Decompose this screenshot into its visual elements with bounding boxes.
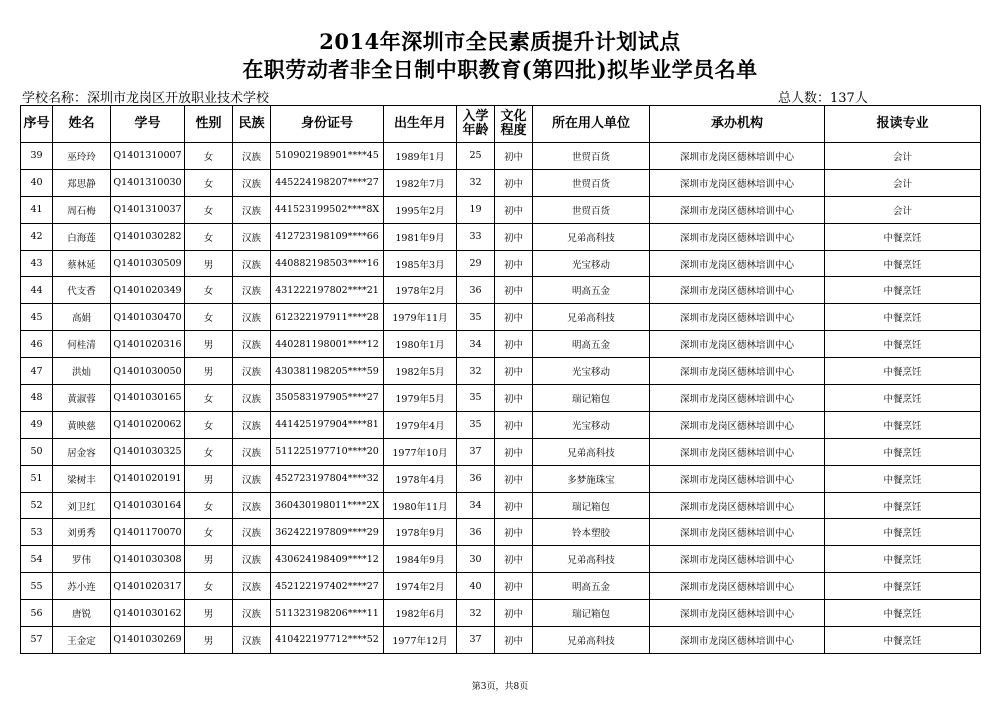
table-cell: Q1401030509 (111, 250, 185, 277)
table-cell: Q1401030162 (111, 600, 185, 627)
table-cell: 452723197804****32 (271, 465, 384, 492)
table-cell: 350583197905****27 (271, 385, 384, 412)
table-cell: 1978年9月 (384, 519, 457, 546)
table-cell: Q1401310030 (111, 169, 185, 196)
table-cell: 深圳市龙岗区德林培训中心 (650, 304, 825, 331)
table-cell: 黄映慈 (53, 411, 111, 438)
table-cell: 蔡林延 (53, 250, 111, 277)
total-count: 总人数：137人 (778, 91, 868, 106)
table-cell: 41 (21, 196, 53, 223)
table-cell: 430624198409****12 (271, 546, 384, 573)
table-cell: 兄弟高科技 (533, 438, 650, 465)
table-cell: 52 (21, 492, 53, 519)
table-cell: 初中 (495, 169, 533, 196)
table-cell: 53 (21, 519, 53, 546)
table-row (21, 277, 981, 304)
table-cell: 汉族 (233, 573, 271, 600)
table-cell: 光宝移动 (533, 250, 650, 277)
table-cell: 男 (185, 600, 233, 627)
document-title-line2: 在职劳动者非全日制中职教育(第四批)拟毕业学员名单 (242, 57, 758, 82)
table-cell: 1974年2月 (384, 573, 457, 600)
table-row (21, 465, 981, 492)
table-cell: 女 (185, 223, 233, 250)
table-cell: 初中 (495, 519, 533, 546)
table-cell: 510902198901****45 (271, 143, 384, 170)
table-cell: 汉族 (233, 385, 271, 412)
table-cell: 女 (185, 438, 233, 465)
table-cell: 30 (457, 546, 495, 573)
table-cell: 周石梅 (53, 196, 111, 223)
table-cell: 中餐烹饪 (825, 250, 981, 277)
table-cell: 57 (21, 627, 53, 654)
table-cell: 会计 (825, 143, 981, 170)
table-cell: 441523199502****8X (271, 196, 384, 223)
table-cell: 汉族 (233, 143, 271, 170)
table-cell: 511323198206****11 (271, 600, 384, 627)
table-cell: 452122197402****27 (271, 573, 384, 600)
table-cell: Q1401170070 (111, 519, 185, 546)
table-cell: 412723198109****66 (271, 223, 384, 250)
table-cell: 32 (457, 358, 495, 385)
table-cell: 中餐烹饪 (825, 223, 981, 250)
table-cell: 明高五金 (533, 573, 650, 600)
table-cell: 汉族 (233, 331, 271, 358)
table-cell: 1978年4月 (384, 465, 457, 492)
table-cell: 女 (185, 385, 233, 412)
table-cell: 39 (21, 143, 53, 170)
table-cell: 男 (185, 465, 233, 492)
table-row (21, 411, 981, 438)
table-cell: 初中 (495, 196, 533, 223)
table-cell: 32 (457, 600, 495, 627)
table-cell: 445224198207****27 (271, 169, 384, 196)
table-cell: 高娟 (53, 304, 111, 331)
table-cell: 汉族 (233, 304, 271, 331)
table-cell: 王金定 (53, 627, 111, 654)
table-cell: 罗伟 (53, 546, 111, 573)
table-cell: 37 (457, 627, 495, 654)
table-cell: 1979年4月 (384, 411, 457, 438)
header-cell: 承办机构 (650, 106, 825, 143)
header-cell: 出生年月 (384, 106, 457, 143)
table-cell: 1982年5月 (384, 358, 457, 385)
table-cell: 瑞记箱包 (533, 600, 650, 627)
table-cell: 36 (457, 277, 495, 304)
table-header-row (21, 106, 981, 143)
table-cell: 55 (21, 573, 53, 600)
table-cell: 瑞记箱包 (533, 385, 650, 412)
table-cell: 深圳市龙岗区德林培训中心 (650, 196, 825, 223)
table-cell: 深圳市龙岗区德林培训中心 (650, 331, 825, 358)
header-cell: 报读专业 (825, 106, 981, 143)
table-row (21, 196, 981, 223)
table-cell: 刘勇秀 (53, 519, 111, 546)
table-cell: 代支香 (53, 277, 111, 304)
table-row (21, 358, 981, 385)
table-cell: Q1401030164 (111, 492, 185, 519)
table-cell: 1980年11月 (384, 492, 457, 519)
table-cell: 50 (21, 438, 53, 465)
table-cell: 巫玲玲 (53, 143, 111, 170)
table-cell: 世贸百货 (533, 169, 650, 196)
table-cell: 黄淑蓉 (53, 385, 111, 412)
table-row (21, 143, 981, 170)
table-row (21, 519, 981, 546)
table-cell: 深圳市龙岗区德林培训中心 (650, 358, 825, 385)
table-cell: 汉族 (233, 438, 271, 465)
table-cell: Q1401030165 (111, 385, 185, 412)
table-cell: 441425197904****81 (271, 411, 384, 438)
table-cell: 中餐烹饪 (825, 546, 981, 573)
table-cell: 深圳市龙岗区德林培训中心 (650, 627, 825, 654)
header-cell: 民族 (233, 106, 271, 143)
table-cell: Q1401030269 (111, 627, 185, 654)
table-cell: 中餐烹饪 (825, 385, 981, 412)
table-cell: 54 (21, 546, 53, 573)
table-cell: Q1401020349 (111, 277, 185, 304)
table-cell: 1979年5月 (384, 385, 457, 412)
table-row (21, 438, 981, 465)
table-cell: 中餐烹饪 (825, 331, 981, 358)
table-cell: 深圳市龙岗区德林培训中心 (650, 250, 825, 277)
header-cell: 所在用人单位 (533, 106, 650, 143)
school-name: 学校名称：深圳市龙岗区开放职业技术学校 (22, 91, 270, 106)
table-row (21, 169, 981, 196)
header-cell: 入学年龄 (457, 106, 495, 143)
table-cell: 中餐烹饪 (825, 600, 981, 627)
table-cell: 世贸百货 (533, 143, 650, 170)
document-title-line1: 2014年深圳市全民素质提升计划试点 (319, 29, 681, 54)
table-cell: Q1401020191 (111, 465, 185, 492)
table-cell: 汉族 (233, 169, 271, 196)
table-cell: Q1401030282 (111, 223, 185, 250)
table-cell: 兄弟高科技 (533, 627, 650, 654)
table-cell: 中餐烹饪 (825, 465, 981, 492)
table-cell: 汉族 (233, 546, 271, 573)
table-cell: 兄弟高科技 (533, 304, 650, 331)
table-cell: Q1401310037 (111, 196, 185, 223)
table-cell: 中餐烹饪 (825, 358, 981, 385)
table-cell: 居金容 (53, 438, 111, 465)
table-cell: 32 (457, 169, 495, 196)
table-cell: 深圳市龙岗区德林培训中心 (650, 223, 825, 250)
table-cell: 兄弟高科技 (533, 546, 650, 573)
table-row (21, 546, 981, 573)
table-cell: 女 (185, 196, 233, 223)
table-cell: 会计 (825, 196, 981, 223)
table-cell: Q1401020317 (111, 573, 185, 600)
table-cell: 43 (21, 250, 53, 277)
table-row (21, 223, 981, 250)
header-cell: 姓名 (53, 106, 111, 143)
table-cell: 初中 (495, 250, 533, 277)
table-cell: 会计 (825, 169, 981, 196)
table-cell: 34 (457, 331, 495, 358)
table-cell: 男 (185, 546, 233, 573)
table-cell: 深圳市龙岗区德林培训中心 (650, 519, 825, 546)
table-cell: 女 (185, 519, 233, 546)
table-cell: 汉族 (233, 358, 271, 385)
table-cell: 汉族 (233, 465, 271, 492)
table-cell: 汉族 (233, 250, 271, 277)
table-cell: 女 (185, 411, 233, 438)
page-footer: 第3页，共8页 (471, 682, 529, 692)
table-row (21, 304, 981, 331)
table-cell: 刘卫红 (53, 492, 111, 519)
table-cell: 1977年12月 (384, 627, 457, 654)
table-cell: 1977年10月 (384, 438, 457, 465)
table-cell: 汉族 (233, 277, 271, 304)
table-cell: 初中 (495, 492, 533, 519)
table-cell: 男 (185, 358, 233, 385)
table-cell: 白海莲 (53, 223, 111, 250)
table-cell: 光宝移动 (533, 358, 650, 385)
table-cell: Q1401030470 (111, 304, 185, 331)
table-cell: 56 (21, 600, 53, 627)
table-row (21, 250, 981, 277)
table-cell: 431222197802****21 (271, 277, 384, 304)
table-cell: 中餐烹饪 (825, 438, 981, 465)
table-cell: 男 (185, 627, 233, 654)
table-cell: 光宝移动 (533, 411, 650, 438)
table-cell: 47 (21, 358, 53, 385)
table-cell: Q1401030050 (111, 358, 185, 385)
table-cell: 深圳市龙岗区德林培训中心 (650, 411, 825, 438)
table-cell: 1978年2月 (384, 277, 457, 304)
table-cell: 女 (185, 492, 233, 519)
table-cell: 511225197710****20 (271, 438, 384, 465)
table-cell: 49 (21, 411, 53, 438)
table-cell: 中餐烹饪 (825, 277, 981, 304)
table-cell: 汉族 (233, 196, 271, 223)
header-cell: 身份证号 (271, 106, 384, 143)
table-cell: 42 (21, 223, 53, 250)
header-cell: 文化程度 (495, 106, 533, 143)
table-cell: 中餐烹饪 (825, 519, 981, 546)
table-cell: 1982年7月 (384, 169, 457, 196)
table-cell: 1979年11月 (384, 304, 457, 331)
table-cell: 1984年9月 (384, 546, 457, 573)
table-cell: 汉族 (233, 223, 271, 250)
table-cell: 初中 (495, 573, 533, 600)
table-cell: 深圳市龙岗区德林培训中心 (650, 438, 825, 465)
table-cell: 明高五金 (533, 277, 650, 304)
table-cell: 1995年2月 (384, 196, 457, 223)
table-cell: 女 (185, 304, 233, 331)
table-cell: Q1401020062 (111, 411, 185, 438)
table-cell: 初中 (495, 600, 533, 627)
table-cell: 1982年6月 (384, 600, 457, 627)
table-cell: 深圳市龙岗区德林培训中心 (650, 600, 825, 627)
table-cell: 440882198503****16 (271, 250, 384, 277)
table-cell: 明高五金 (533, 331, 650, 358)
table-cell: 深圳市龙岗区德林培训中心 (650, 143, 825, 170)
table-cell: 初中 (495, 277, 533, 304)
table-cell: 40 (457, 573, 495, 600)
table-cell: 深圳市龙岗区德林培训中心 (650, 465, 825, 492)
table-cell: Q1401020316 (111, 331, 185, 358)
table-cell: 362422197809****29 (271, 519, 384, 546)
table-cell: 郑思静 (53, 169, 111, 196)
table-row (21, 385, 981, 412)
table-row (21, 627, 981, 654)
table-cell: 深圳市龙岗区德林培训中心 (650, 492, 825, 519)
table-cell: 汉族 (233, 627, 271, 654)
table-cell: 女 (185, 169, 233, 196)
table-cell: 45 (21, 304, 53, 331)
table-cell: 男 (185, 331, 233, 358)
table-cell: 46 (21, 331, 53, 358)
table-cell: Q1401310007 (111, 143, 185, 170)
table-cell: 初中 (495, 143, 533, 170)
header-cell: 序号 (21, 106, 53, 143)
table-cell: 深圳市龙岗区德林培训中心 (650, 169, 825, 196)
table-row (21, 573, 981, 600)
header-cell: 性别 (185, 106, 233, 143)
table-cell: 36 (457, 465, 495, 492)
table-cell: 中餐烹饪 (825, 304, 981, 331)
table-cell: 40 (21, 169, 53, 196)
table-cell: 410422197712****52 (271, 627, 384, 654)
table-cell: 深圳市龙岗区德林培训中心 (650, 277, 825, 304)
table-cell: 1985年3月 (384, 250, 457, 277)
table-cell: 男 (185, 250, 233, 277)
table-cell: 唐锐 (53, 600, 111, 627)
table-cell: 中餐烹饪 (825, 627, 981, 654)
table-cell: 女 (185, 143, 233, 170)
table-cell: 初中 (495, 438, 533, 465)
table-cell: 初中 (495, 385, 533, 412)
table-cell: 612322197911****28 (271, 304, 384, 331)
table-cell: 何桂清 (53, 331, 111, 358)
table-cell: 汉族 (233, 411, 271, 438)
table-cell: 深圳市龙岗区德林培训中心 (650, 573, 825, 600)
table-cell: 25 (457, 143, 495, 170)
table-cell: 梁树丰 (53, 465, 111, 492)
table-cell: 19 (457, 196, 495, 223)
table-cell: 中餐烹饪 (825, 411, 981, 438)
table-cell: 铃本塑胶 (533, 519, 650, 546)
table-cell: 1981年9月 (384, 223, 457, 250)
table-row (21, 492, 981, 519)
table-cell: 29 (457, 250, 495, 277)
table-cell: 女 (185, 277, 233, 304)
table-cell: 430381198205****59 (271, 358, 384, 385)
table-cell: 48 (21, 385, 53, 412)
table-cell: 440281198001****12 (271, 331, 384, 358)
table-row (21, 331, 981, 358)
table-cell: 初中 (495, 304, 533, 331)
table-cell: 兄弟高科技 (533, 223, 650, 250)
header-cell: 学号 (111, 106, 185, 143)
student-roster-table (20, 105, 981, 654)
table-cell: 35 (457, 385, 495, 412)
table-cell: 苏小连 (53, 573, 111, 600)
table-cell: 1980年1月 (384, 331, 457, 358)
table-cell: 初中 (495, 331, 533, 358)
table-cell: 多梦施珠宝 (533, 465, 650, 492)
table-cell: 44 (21, 277, 53, 304)
table-cell: 世贸百货 (533, 196, 650, 223)
table-cell: 汉族 (233, 600, 271, 627)
table-cell: 1989年1月 (384, 143, 457, 170)
table-cell: 深圳市龙岗区德林培训中心 (650, 385, 825, 412)
table-cell: 中餐烹饪 (825, 492, 981, 519)
table-cell: 初中 (495, 223, 533, 250)
table-cell: 35 (457, 411, 495, 438)
table-row (21, 600, 981, 627)
table-cell: 瑞记箱包 (533, 492, 650, 519)
table-cell: Q1401030308 (111, 546, 185, 573)
table-cell: 中餐烹饪 (825, 573, 981, 600)
table-cell: 360430198011****2X (271, 492, 384, 519)
table-cell: 洪灿 (53, 358, 111, 385)
table-cell: 深圳市龙岗区德林培训中心 (650, 546, 825, 573)
table-cell: 初中 (495, 358, 533, 385)
table-cell: Q1401030325 (111, 438, 185, 465)
table-cell: 初中 (495, 465, 533, 492)
table-cell: 37 (457, 438, 495, 465)
table-cell: 女 (185, 573, 233, 600)
table-cell: 汉族 (233, 492, 271, 519)
table-cell: 33 (457, 223, 495, 250)
table-cell: 初中 (495, 411, 533, 438)
table-cell: 汉族 (233, 519, 271, 546)
table-cell: 34 (457, 492, 495, 519)
table-cell: 35 (457, 304, 495, 331)
table-cell: 51 (21, 465, 53, 492)
table-cell: 初中 (495, 546, 533, 573)
table-cell: 初中 (495, 627, 533, 654)
table-body (21, 143, 981, 654)
table-cell: 36 (457, 519, 495, 546)
